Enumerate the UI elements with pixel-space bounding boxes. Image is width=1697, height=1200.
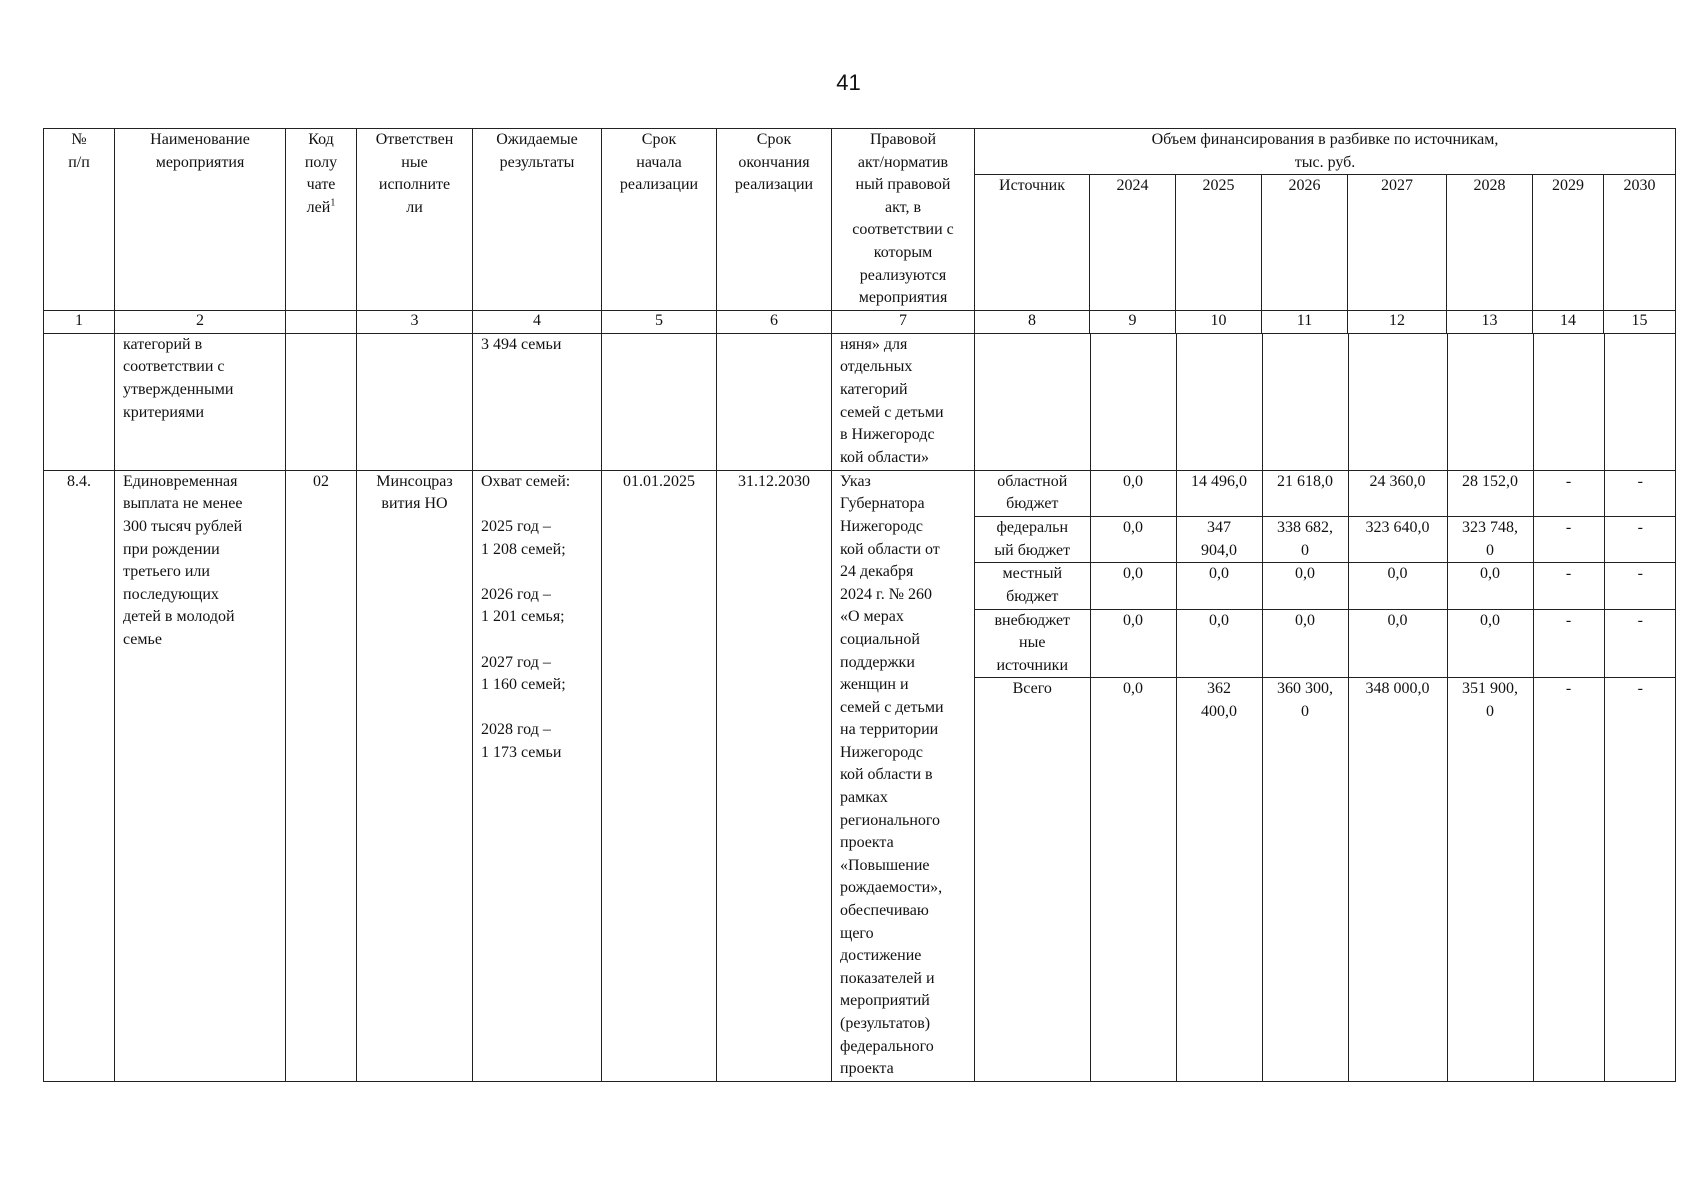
header-year: 2029	[1533, 175, 1604, 310]
funding-source: местный бюджет	[975, 563, 1090, 609]
funding-value: 348 000,0	[1348, 678, 1447, 1081]
funding-value: 0,0	[1447, 563, 1533, 609]
funding-value: -	[1604, 471, 1676, 517]
cont-start	[602, 333, 717, 470]
funding-value: 323 640,0	[1348, 517, 1447, 563]
column-number: 1	[44, 310, 115, 333]
funding-source: областной бюджет	[975, 471, 1090, 517]
funding-source: Всего	[1012, 680, 1052, 698]
header-year: 2030	[1604, 175, 1676, 310]
funding-row	[975, 517, 1676, 563]
funding-value: -	[1533, 517, 1604, 563]
funding-value: 0,0	[1090, 609, 1176, 678]
funding-value: -	[1533, 471, 1604, 517]
row-funding-grid	[975, 471, 1676, 1081]
header-start: Срок начала реализации	[602, 129, 717, 311]
empty-cell	[1533, 334, 1604, 470]
funding-value: -	[1533, 609, 1604, 678]
funding-row	[975, 678, 1676, 1081]
empty-cell	[975, 334, 1090, 470]
header-year: 2024	[1090, 175, 1176, 310]
row-name: Единовременная выплата не менее 300 тысяч рублей при рождении третьего или последующих детей в молодой семье	[115, 470, 286, 1081]
column-number: 10	[1176, 310, 1262, 333]
column-number: 14	[1533, 310, 1604, 333]
header-code	[286, 129, 357, 311]
column-number: 3	[357, 310, 473, 333]
header-funding: Объем финансирования в разбивке по источникам, тыс. руб.	[975, 129, 1676, 175]
funding-table	[43, 128, 1676, 1082]
funding-value: 0,0	[1348, 563, 1447, 609]
cont-name: категорий в соответствии с утвержденными критериями	[115, 333, 286, 470]
funding-row	[975, 563, 1676, 609]
cont-act: няня» для отдельных категорий семей с детьми в Нижегородс кой области»	[832, 333, 975, 470]
cont-funding	[975, 333, 1676, 470]
header-code-footnote: 1	[330, 197, 336, 209]
cont-end	[717, 333, 832, 470]
column-number-row	[44, 310, 1676, 333]
header-source: Источник	[975, 175, 1090, 310]
column-number: 13	[1447, 310, 1533, 333]
page-number: 41	[836, 70, 861, 95]
header-act: Правовой акт/норматив ный правовой акт, в соответствии с которым реализуются мероприятия	[832, 129, 975, 311]
empty-cell	[1447, 334, 1533, 470]
funding-value: 360 300, 0	[1262, 678, 1348, 1081]
header-results: Ожидаемые результаты	[473, 129, 602, 311]
funding-value: 0,0	[1176, 563, 1262, 609]
funding-value: 351 900, 0	[1447, 678, 1533, 1081]
row-responsible: Минсоцраз вития НО	[357, 470, 473, 1081]
cont-num	[44, 333, 115, 470]
empty-cell	[1176, 334, 1262, 470]
row-code: 02	[286, 470, 357, 1081]
header-name: Наименование мероприятия	[115, 129, 286, 311]
funding-value: 21 618,0	[1262, 471, 1348, 517]
header-year: 2025	[1176, 175, 1262, 310]
column-number: 7	[832, 310, 975, 333]
header-row-1	[44, 129, 1676, 175]
funding-value: -	[1533, 678, 1604, 1081]
header-num: № п/п	[44, 129, 115, 311]
funding-row	[975, 471, 1676, 517]
cont-responsible	[357, 333, 473, 470]
funding-row	[975, 609, 1676, 678]
funding-value: 24 360,0	[1348, 471, 1447, 517]
funding-value: -	[1604, 517, 1676, 563]
column-number: 9	[1090, 310, 1176, 333]
header-responsible: Ответствен ные исполните ли	[357, 129, 473, 311]
column-number: 5	[602, 310, 717, 333]
column-number: 2	[115, 310, 286, 333]
header-year: 2027	[1348, 175, 1447, 310]
cont-code	[286, 333, 357, 470]
row-end: 31.12.2030	[717, 470, 832, 1081]
table-row	[44, 333, 1676, 470]
funding-value: -	[1604, 609, 1676, 678]
funding-value: 0,0	[1090, 471, 1176, 517]
column-number: 11	[1262, 310, 1348, 333]
funding-value: 0,0	[1090, 517, 1176, 563]
funding-value: 0,0	[1090, 678, 1176, 1081]
row-num: 8.4.	[44, 470, 115, 1081]
column-number: 6	[717, 310, 832, 333]
header-year: 2028	[1447, 175, 1533, 310]
funding-value: 0,0	[1348, 609, 1447, 678]
cont-funding-grid	[975, 334, 1676, 470]
column-number: 8	[975, 310, 1090, 333]
header-code-text: Код полу чате лей	[304, 131, 338, 216]
row-act: Указ Губернатора Нижегородс кой области от 24 декабря 2024 г. № 260 «О мерах социальной поддержки женщин и семей с детьми на территории Нижегородс кой области в рамках регионального проекта «Повышение рождаемости», обеспечиваю щего достижение показателей и мероприятий (результатов) федерального проекта	[832, 470, 975, 1081]
funding-source: внебюджет ные источники	[975, 609, 1090, 678]
funding-value: 347 904,0	[1176, 517, 1262, 563]
funding-value: 362 400,0	[1176, 678, 1262, 1081]
column-number: 4	[473, 310, 602, 333]
funding-value: 338 682, 0	[1262, 517, 1348, 563]
row-results: Охват семей: 2025 год – 1 208 семей; 2026 год – 1 201 семья; 2027 год – 1 160 семей; 2028 год – 1 173 семьи	[473, 470, 602, 1081]
cont-results: 3 494 семьи	[473, 333, 602, 470]
row-funding	[975, 470, 1676, 1081]
funding-value: 0,0	[1090, 563, 1176, 609]
funding-value: 323 748, 0	[1447, 517, 1533, 563]
funding-value: 0,0	[1176, 609, 1262, 678]
table-row	[44, 470, 1676, 1081]
empty-cell	[1262, 334, 1348, 470]
row-start: 01.01.2025	[602, 470, 717, 1081]
column-number: 15	[1604, 310, 1676, 333]
funding-value: 0,0	[1262, 563, 1348, 609]
empty-cell	[1604, 334, 1676, 470]
column-number: 12	[1348, 310, 1447, 333]
funding-value: 0,0	[1447, 609, 1533, 678]
empty-cell	[1348, 334, 1447, 470]
header-end: Срок окончания реализации	[717, 129, 832, 311]
funding-source: федеральн ый бюджет	[975, 517, 1090, 563]
column-number	[286, 310, 357, 333]
empty-cell	[1090, 334, 1176, 470]
funding-value: 28 152,0	[1447, 471, 1533, 517]
funding-value: 14 496,0	[1176, 471, 1262, 517]
funding-value: -	[1604, 563, 1676, 609]
funding-value: 0,0	[1262, 609, 1348, 678]
funding-value: -	[1533, 563, 1604, 609]
funding-value: -	[1604, 678, 1676, 1081]
header-year: 2026	[1262, 175, 1348, 310]
